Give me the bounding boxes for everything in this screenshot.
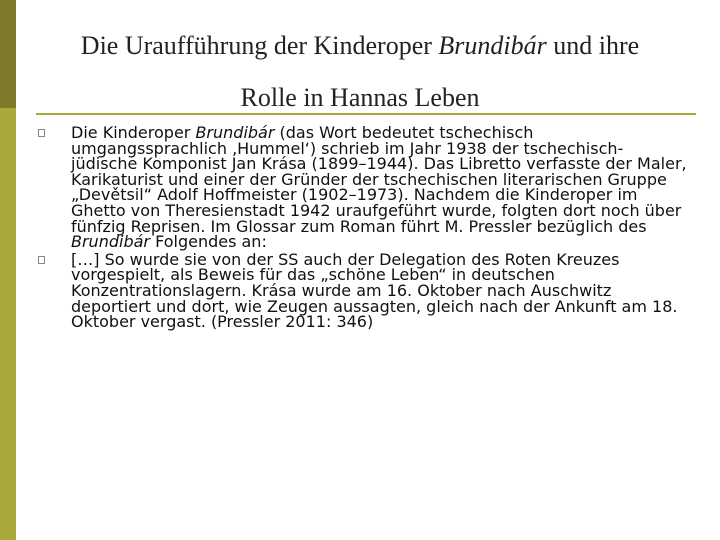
title-line-2: Rolle in Hannas Leben xyxy=(240,83,480,112)
list-item: Die Kinderoper Brundibár (das Wort bedeutet tschechisch umgangssprachlich ‚Hummel‘) schrieb im Jahr 1938 der tschechisch-jüdische Komponist Jan Krása (1899–1944). Das Libretto verfasste der Maler, Karikaturist und einer der Gründer der tschechischen literarischen Gruppe „Devětsil“ Adolf Hoffmeister (1902–1973). Nachdem die Kinderoper im Ghetto von Theresienstadt 1942 uraufgeführt wurde, folgten dort noch über fünfzig Reprisen. Im Glossar zum Roman führt M. Pressler bezüglich des Brundibár Folgendes an: xyxy=(38,125,688,250)
square-bullet-icon xyxy=(38,256,45,264)
list-item: […] So wurde sie von der SS auch der Delegation des Roten Kreuzes vorgespielt, als Beweis für das „schöne Leben“ in deutschen Konzentrationslagern. Krása wurde am 16. Oktober nach Auschwitz deportiert und dort, wie Zeugen aussagten, gleich nach der Ankunft am 18. Oktober vergast. (Pressler 2011: 346) xyxy=(38,252,688,330)
square-bullet-icon xyxy=(38,129,45,137)
slide-title xyxy=(30,20,690,124)
sidebar-accent-top xyxy=(0,0,16,108)
title-divider xyxy=(36,113,696,115)
title-line-1: Die Uraufführung der Kinderoper Brundibár und ihre xyxy=(80,31,640,60)
bullet-list xyxy=(38,125,688,332)
